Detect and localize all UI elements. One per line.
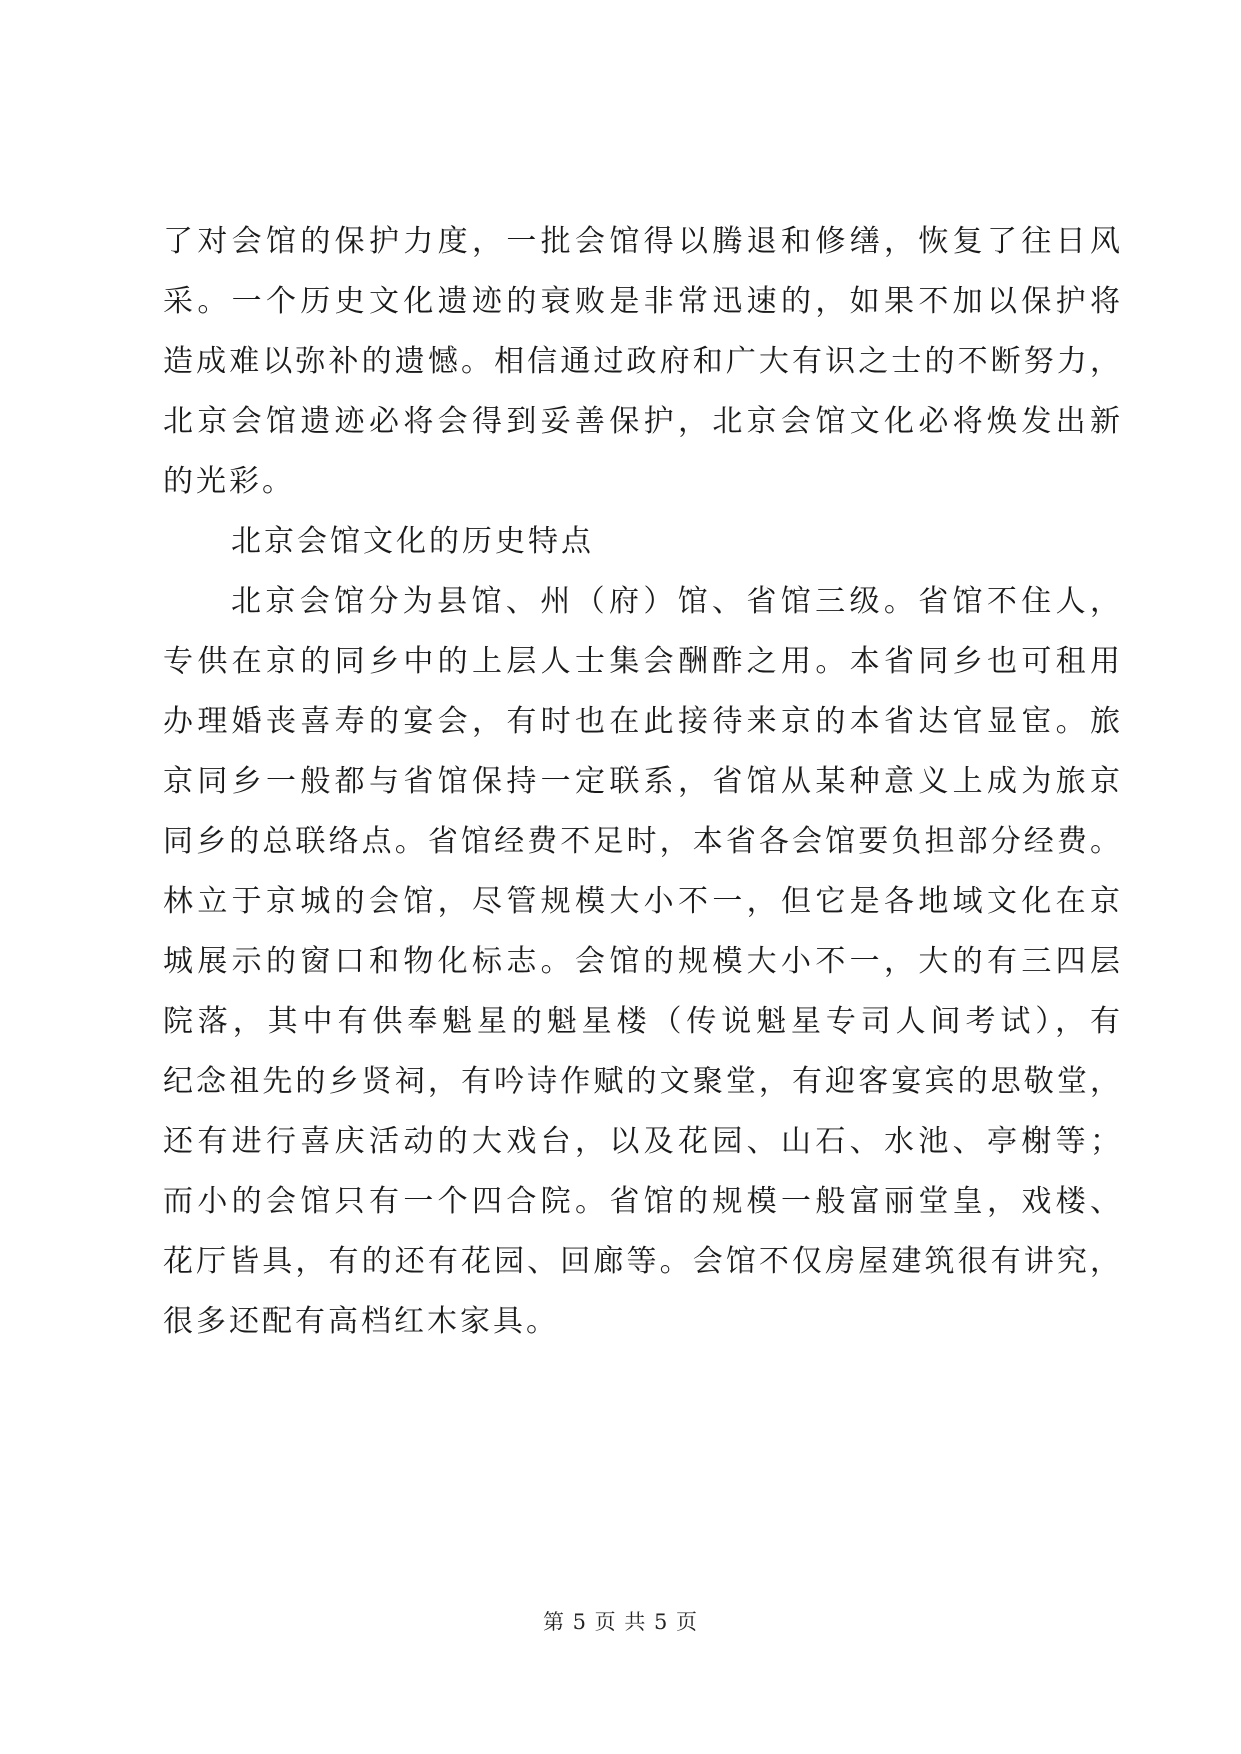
text-line: 北京会馆分为县馆、州（府）馆、省馆三级。省馆不住人， bbox=[231, 584, 1123, 619]
text-line: 采。一个历史文化遗迹的衰败是非常迅速的，如果不加以保护将 bbox=[163, 284, 1123, 319]
text-line: 了对会馆的保护力度，一批会馆得以腾退和修缮，恢复了往日风 bbox=[163, 224, 1123, 259]
page-footer: 第 5 页 共 5 页 bbox=[542, 1610, 699, 1634]
section-heading: 北京会馆文化的历史特点 bbox=[231, 524, 594, 559]
text-line: 专供在京的同乡中的上层人士集会酬酢之用。本省同乡也可租用 bbox=[163, 644, 1123, 679]
text-line: 院落，其中有供奉魁星的魁星楼（传说魁星专司人间考试），有 bbox=[163, 1004, 1123, 1039]
body-text bbox=[163, 212, 1123, 1352]
text-line: 而小的会馆只有一个四合院。省馆的规模一般富丽堂皇，戏楼、 bbox=[163, 1184, 1123, 1219]
text-line: 办理婚丧喜寿的宴会，有时也在此接待来京的本省达官显宦。旅 bbox=[163, 704, 1123, 739]
text-line: 京同乡一般都与省馆保持一定联系，省馆从某种意义上成为旅京 bbox=[163, 764, 1123, 799]
text-line: 北京会馆遗迹必将会得到妥善保护，北京会馆文化必将焕发出新 bbox=[163, 404, 1123, 439]
text-line: 造成难以弥补的遗憾。相信通过政府和广大有识之士的不断努力， bbox=[163, 344, 1123, 379]
text-line: 纪念祖先的乡贤祠，有吟诗作赋的文聚堂，有迎客宴宾的思敬堂， bbox=[163, 1064, 1123, 1099]
text-line: 很多还配有高档红木家具。 bbox=[163, 1304, 559, 1339]
text-line: 城展示的窗口和物化标志。会馆的规模大小不一，大的有三四层 bbox=[163, 944, 1123, 979]
text-line: 花厅皆具，有的还有花园、回廊等。会馆不仅房屋建筑很有讲究， bbox=[163, 1244, 1123, 1279]
text-line: 还有进行喜庆活动的大戏台，以及花园、山石、水池、亭榭等； bbox=[163, 1124, 1123, 1159]
text-line: 同乡的总联络点。省馆经费不足时，本省各会馆要负担部分经费。 bbox=[163, 824, 1123, 859]
text-line: 的光彩。 bbox=[163, 464, 295, 499]
text-line: 林立于京城的会馆，尽管规模大小不一，但它是各地域文化在京 bbox=[163, 884, 1123, 919]
